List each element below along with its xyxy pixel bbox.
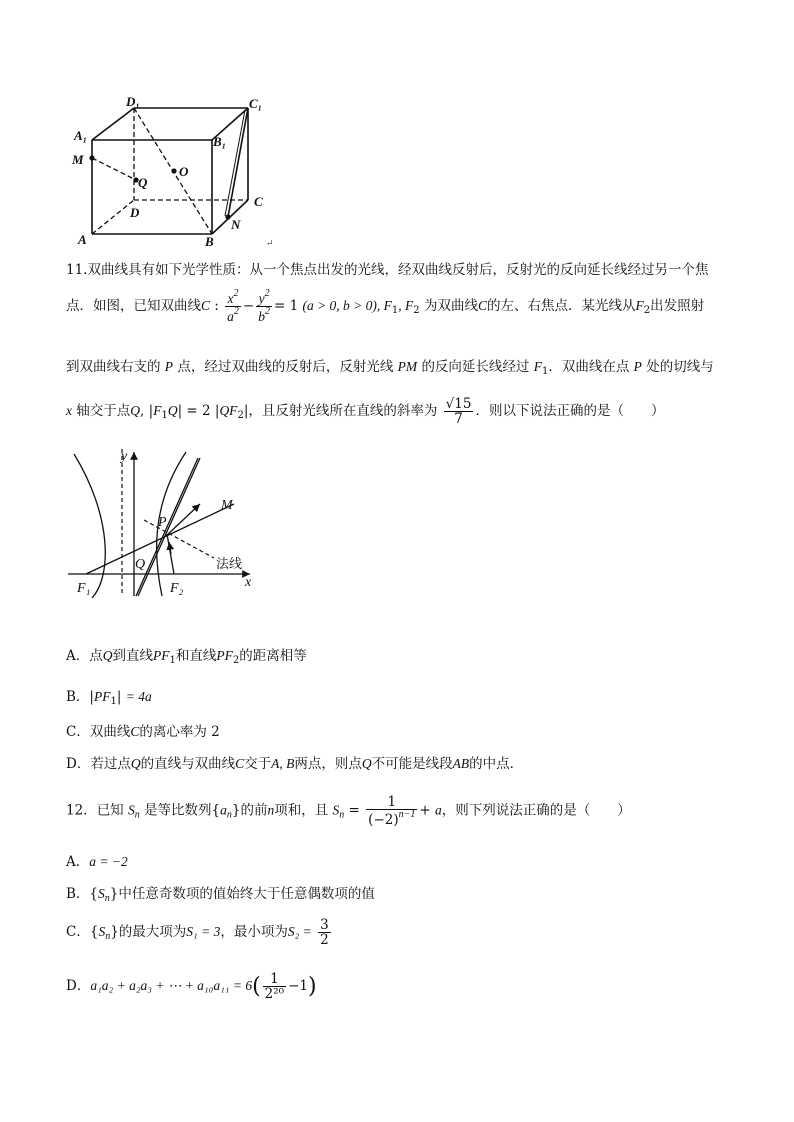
q12-stem: 12．已知 $S_n$ 是等比数列$\{a_n\}$的前n项和，且 $S_n$ = $\frac{1}{(-2)^{n-1}}$ + a，则下列说法正确的是（ ） [66, 794, 631, 829]
fig-f2-label: F₂ [170, 581, 184, 596]
fig-m-label: M [221, 498, 233, 513]
label-n: N [231, 217, 241, 232]
q11-option-b: B．$|PF_1| = 4a$ [66, 689, 152, 707]
label-d: D [130, 205, 140, 220]
q12-option-a: A．a = −2 [66, 854, 128, 870]
label-c1: C₁ [249, 96, 263, 111]
slope-fraction: $\frac{√15}{7}$ [445, 396, 472, 428]
q11-option-d: D．若过点Q的直线与双曲线C交于A, B两点，则点Q不可能是线段AB的中点． [66, 756, 524, 772]
q12-option-c: C．$\{S_n\}$的最大项为S₁ = 3，最小项为S₂ = $\frac{3}{2}$ [66, 917, 329, 949]
frac-y2-b2: $\frac{y^2}{b^2}$ [258, 288, 270, 325]
q11-number: 11. [66, 262, 88, 278]
q12-option-b: B．$\{S_n\}$中任意奇数项的值始终大于任意偶数项的值 [66, 886, 375, 904]
label-b: B [205, 234, 214, 249]
d-fraction: $\frac{1}{\text{2²⁰}}$ [264, 971, 285, 1003]
hyperbola-figure [66, 446, 262, 598]
fig-x-label: x [245, 575, 252, 590]
label-b1: B₁ [213, 134, 227, 149]
fig-f1-label: F₁ [77, 581, 91, 596]
cube-figure [68, 94, 290, 250]
label-o: O [179, 164, 189, 179]
fig-normal-label: 法线 [216, 557, 243, 572]
label-m: M [72, 152, 84, 167]
fig-p-label: P [158, 515, 167, 530]
sn-fraction: $\frac{1}{(-2)^{n-1}}$ [368, 794, 416, 829]
fig-y-label: y [121, 449, 128, 464]
q11-line3: 到双曲线右支的 P 点，经过双曲线的反射后，反射光线 PM 的反向延长线经过 $F_1$．双曲线在点 P 处的切线与 [66, 359, 714, 377]
q11-line1: 11.双曲线具有如下光学性质：从一个焦点出发的光线，经双曲线反射后，反射光的反向延长线经过另一个焦 [66, 262, 709, 278]
q12-option-d: D．a₁a₂ + a₂a₃ + ⋯ + a₁₀a₁₁ = 6( $\frac{1}{\text{2²⁰}}$ −1) [66, 971, 317, 1003]
label-a1: A₁ [74, 128, 88, 143]
label-d1: D₁ [126, 94, 140, 109]
fig-q-label: Q [135, 557, 146, 572]
q11-option-a: A．点Q到直线$PF_1$和直线$PF_2$的距离相等 [66, 648, 307, 666]
return-mark: ↵ [266, 238, 274, 248]
q11-line2: 点．如图，已知双曲线C : $\frac{x^2}{a^2}$ − $\frac{y^2}{b^2}$ = 1 (a > 0, b > 0), $F_1$, $F_2$ 为双曲线C的左、右焦点．某光线从$F_2$出发照射 [66, 288, 705, 325]
q11-line4: x 轴交于点Q, $|F_1Q| = 2$ $|QF_2|$，且反射光线所在直线的斜率为 $\frac{√15}{7}$ ．则以下说法正确的是（ ） [66, 396, 665, 428]
q12-number: 12． [66, 802, 97, 819]
label-c: C [254, 194, 263, 209]
s2-fraction: $\frac{3}{2}$ [320, 917, 329, 949]
label-a: A [78, 232, 87, 247]
q11-option-c: C．双曲线C的离心率为 2 [66, 724, 220, 740]
frac-x2-a2: $\frac{x^2}{a^2}$ [227, 288, 239, 325]
label-q: Q [138, 175, 148, 190]
